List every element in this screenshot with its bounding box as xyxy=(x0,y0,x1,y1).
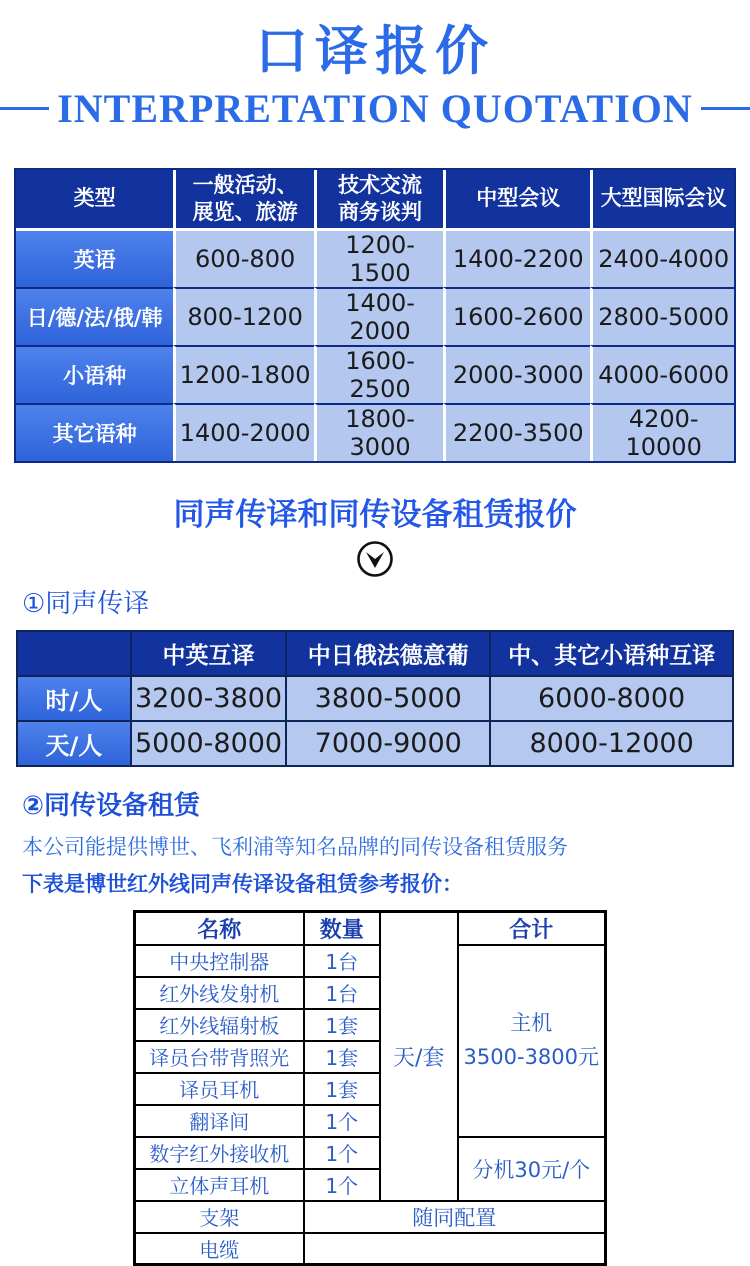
equipment-table-intro: 下表是博世红外线同声传译设备租赁参考报价： xyxy=(22,871,463,896)
item-name: 立体声耳机 xyxy=(135,1169,304,1201)
down-arrow-icon xyxy=(0,539,750,581)
subtitle-rule-right xyxy=(701,107,750,110)
table-row xyxy=(16,345,734,403)
item-name: 译员台带背照光 xyxy=(135,1041,304,1073)
item-name: 红外线发射机 xyxy=(135,977,304,1009)
cell: 4200-10000 xyxy=(590,403,734,461)
cell: 5000-8000 xyxy=(131,721,286,766)
item-qty: 1套 xyxy=(304,1073,380,1105)
simultaneous-quote-table xyxy=(16,630,734,767)
header-cell-general: 一般活动、 展览、旅游 xyxy=(173,170,314,228)
cell: 800-1200 xyxy=(173,287,314,345)
cell: 1200-1500 xyxy=(314,228,443,287)
item-qty: 1台 xyxy=(304,977,380,1009)
item-name: 红外线辐射板 xyxy=(135,1009,304,1041)
cell: 7000-9000 xyxy=(286,721,490,766)
item-name: 电缆 xyxy=(135,1233,304,1265)
item-value xyxy=(304,1233,606,1265)
subtitle-rule-left xyxy=(0,107,49,110)
item-name: 数字红外接收机 xyxy=(135,1137,304,1169)
table-row xyxy=(16,287,734,345)
table-row xyxy=(135,1137,606,1169)
equipment-section-title: ②同传设备租赁 xyxy=(22,790,201,821)
cell: 1400-2200 xyxy=(443,228,590,287)
cell: 6000-8000 xyxy=(490,676,733,721)
item-qty: 1套 xyxy=(304,1009,380,1041)
item-value: 随同配置 xyxy=(304,1201,606,1233)
page-subtitle-row xyxy=(0,85,750,132)
cell: 3800-5000 xyxy=(286,676,490,721)
row-label: 小语种 xyxy=(16,345,173,403)
item-name: 支架 xyxy=(135,1201,304,1233)
cell: 4000-6000 xyxy=(590,345,734,403)
item-qty: 1台 xyxy=(304,945,380,977)
simultaneous-label: ①同声传译 xyxy=(22,588,150,619)
item-name: 译员耳机 xyxy=(135,1073,304,1105)
cell: 1200-1800 xyxy=(173,345,314,403)
item-qty: 1个 xyxy=(304,1105,380,1137)
table-row xyxy=(16,403,734,461)
item-name: 中央控制器 xyxy=(135,945,304,977)
cell: 2800-5000 xyxy=(590,287,734,345)
item-qty: 1套 xyxy=(304,1041,380,1073)
cell: 8000-12000 xyxy=(490,721,733,766)
page-title: 口译报价 xyxy=(255,21,495,82)
header-cell-name: 名称 xyxy=(135,911,304,945)
equipment-rental-table xyxy=(133,910,607,1266)
header-cell-medium-meeting: 中型会议 xyxy=(443,170,590,228)
header-cell-zh-minor: 中、其它小语种互译 xyxy=(490,631,733,676)
cell: 1400-2000 xyxy=(314,287,443,345)
total-main-line1: 主机 xyxy=(510,1011,553,1036)
total-main-cell xyxy=(458,945,606,1137)
row-label: 其它语种 xyxy=(16,403,173,461)
cell: 1400-2000 xyxy=(173,403,314,461)
total-sub-cell: 分机30元/个 xyxy=(458,1137,606,1201)
cell: 3200-3800 xyxy=(131,676,286,721)
table-row xyxy=(135,1233,606,1265)
table-row xyxy=(135,1201,606,1233)
table-header-row xyxy=(135,911,606,945)
item-qty: 1个 xyxy=(304,1137,380,1169)
interpretation-quote-table xyxy=(14,168,736,463)
equipment-desc: 本公司能提供博世、飞利浦等知名品牌的同传设备租赁服务 xyxy=(22,834,568,859)
header-cell-total: 合计 xyxy=(458,911,606,945)
cell: 2400-4000 xyxy=(590,228,734,287)
header-cell-type: 类型 xyxy=(16,170,173,228)
table-row xyxy=(16,228,734,287)
cell: 2000-3000 xyxy=(443,345,590,403)
page-subtitle: INTERPRETATION QUOTATION xyxy=(57,85,693,131)
cell: 1600-2500 xyxy=(314,345,443,403)
row-label: 日/德/法/俄/韩 xyxy=(16,287,173,345)
header-cell-zh-multi: 中日俄法德意葡 xyxy=(286,631,490,676)
header-cell-technical: 技术交流 商务谈判 xyxy=(314,170,443,228)
header-cell-zh-en: 中英互译 xyxy=(131,631,286,676)
cell: 1800-3000 xyxy=(314,403,443,461)
table-header-row xyxy=(17,631,733,676)
table-header-row xyxy=(16,170,734,228)
cell: 1600-2600 xyxy=(443,287,590,345)
row-label: 英语 xyxy=(16,228,173,287)
unit-cell: 天/套 xyxy=(380,911,458,1201)
row-label: 时/人 xyxy=(17,676,131,721)
total-main-line2: 3500-3800元 xyxy=(463,1044,600,1069)
item-name: 翻译间 xyxy=(135,1105,304,1137)
header-cell-qty: 数量 xyxy=(304,911,380,945)
cell: 2200-3500 xyxy=(443,403,590,461)
item-qty: 1个 xyxy=(304,1169,380,1201)
cell: 600-800 xyxy=(173,228,314,287)
header-cell-large-meeting: 大型国际会议 xyxy=(590,170,734,228)
table-row xyxy=(17,721,733,766)
row-label: 天/人 xyxy=(17,721,131,766)
header-cell-empty xyxy=(17,631,131,676)
table-row xyxy=(17,676,733,721)
table-row xyxy=(135,945,606,977)
simultaneous-section-title: 同声传译和同传设备租赁报价 xyxy=(173,496,577,533)
